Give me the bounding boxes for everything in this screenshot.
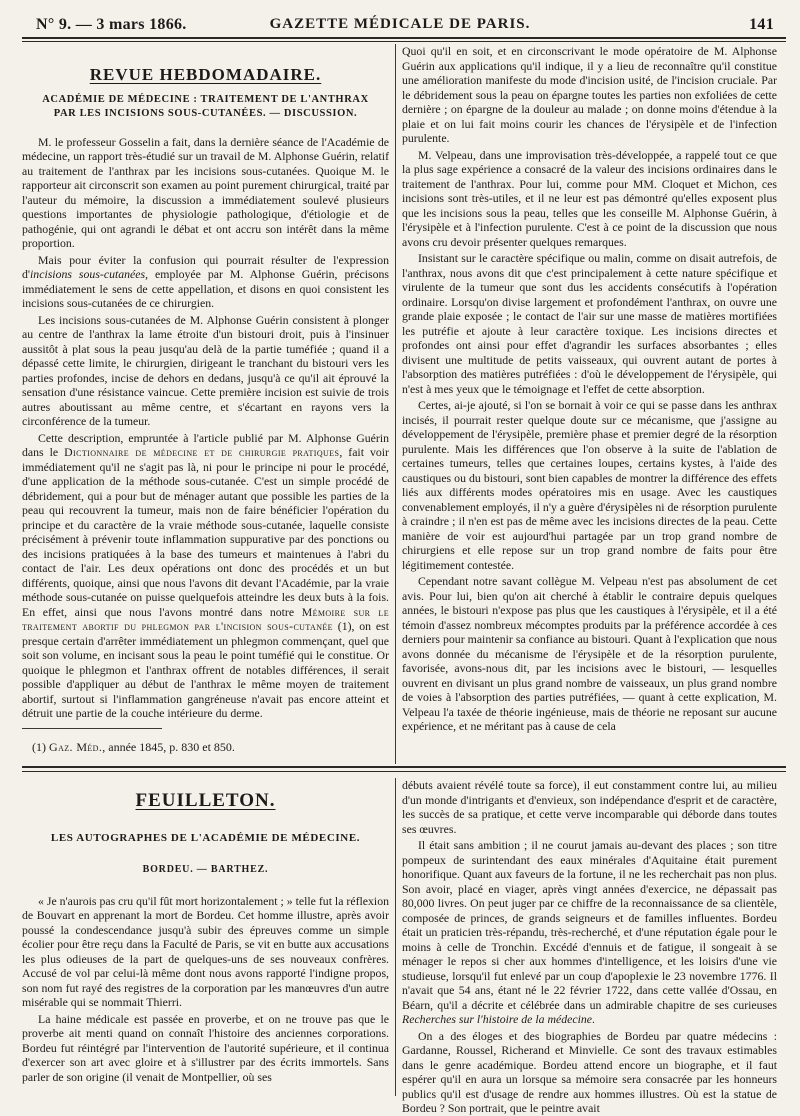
feuilleton-column — [22, 778, 389, 1093]
revue-column — [22, 48, 389, 723]
feuilleton-subtitle: LES AUTOGRAPHES DE L'ACADÉMIE DE MÉDECINE. — [50, 831, 361, 844]
footnote: (1) Gaz. Méd., année 1845, p. 830 et 850. — [32, 740, 235, 754]
feuilleton-column-continued — [402, 778, 777, 1115]
revue-column-continued — [402, 44, 777, 764]
paragraph: Mais pour éviter la confusion qui pourrait résulter de l'expression d'incisions sous-cutanées, employée par M. Alphonse Guérin, précisons immédiatement le sens de cette appellation, et disons en quoi consistent les incisions sous-cutanées de ce chirurgien. — [22, 252, 389, 310]
page-number: 141 — [749, 16, 774, 33]
paragraph: Cependant notre savant collègue M. Velpeau n'est pas absolument de cet avis. Pour lui, bien qu'on ait cherché à établir le contraire depuis quelques années, le bistouri n'expose pas plus que les caustiques à l'érysipèle, et il a été témoin d'assez nombreux mécomptes produits par la préférence accordée à ces derniers pour maintenir sa confiance au bistouri. Quant à l'explication que nous avons donnée du mécanisme de l'érysipèle et de la résorption purulente, favorisée, avons-nous dit, par les incisions avec le bistouri, — lesquelles ouvrent en divisant un plus grand nombre de vaisseaux, un plus grand nombre de voies à l'absorption des parties putréfiées, — quant à cette explication, M. Velpeau l'a taxée de théorie ingénieuse, mais de théorie ne reposant sur aucune expérience, et ne méritant pas à cause de cela — [402, 574, 777, 733]
section-subhead: ACADÉMIE DE MÉDECINE : TRAITEMENT DE L'ANTHRAX PAR LES INCISIONS SOUS-CUTANÉES. — DISCUSSION. — [42, 93, 369, 119]
paragraph: On a des éloges et des biographies de Bordeu par quatre médecins : Gardanne, Roussel, Richerand et Minvielle. Ce sont des travaux estimables dans le genre académique. Bordeu attend encore un biographe, et il faut espérer qu'il en aura un lorsque sa mémoire sera consacrée par les honneurs publics qu'il est d'usage de rendre aux hommes illustres. Où est la statue de Bordeu ? Son portrait, que le peintre avait — [402, 1028, 777, 1115]
feuilleton-title: FEUILLETON. — [135, 790, 276, 811]
paragraph: La haine médicale est passée en proverbe, et on ne trouve pas que le proverbe ait menti quand on connaît l'histoire des anciennes corporations. Bordeu fut réintégré par l'intervention de l'autorité supérieure, et il continua d'exercer son art avec gloire et à s'illustrer par des écrits immortels. Sans parler de son origine (il venait de Montpellier, où ses — [22, 1011, 389, 1084]
feuilleton-subtitle-names: BORDEU. — BARTHEZ. — [142, 864, 269, 875]
header-rule — [22, 37, 786, 39]
paragraph: Cette description, empruntée à l'article publié par M. Alphonse Guérin dans le Dictionnaire de médecine et de chirurgie pratiques, fait voir immédiatement qu'il ne s'agit pas là, ni pour le principe ni pour le procédé, d'une application de la méthode sous-cutanée. C'est un simple procédé de débridement, qui a pour but de ménager autant que possible les parties de la peau qui recouvrent la tumeur, mais non de faire bénéficier l'opération du principe et du caractère de la vraie méthode sous-cutanée, laquelle consiste précisément à prévenir toute inflammation suppurative par des ponctions ou des incisions pratiquées à la base des tumeurs et maintenues à l'abri du contact de l'air. Les deux opérations ont donc des procédés et un but différents, quoique, ainsi que nous l'avons dit devant l'Académie, par la vraie méthode sous-cutanée on puisse quelquefois atteindre les deux buts à la fois. En effet, ainsi que nous l'avons montré dans notre Mémoire sur le traitement abortif du phlegmon par l'incision sous-cutanée (1), on est presque certain d'arrêter immédiatement un phlegmon commençant, quel que soit son volume, en incisant sous la peau le point tuméfié qui le constitue. Or quoique le phlegmon et l'anthrax offrent de notables différences, il serait possible d'appliquer au début de l'anthrax le même moyen de traitement abortif, surtout si l'inflammation gangréneuse n'avait pas encore atteint et détruit une partie de la couche intérieure du derme. — [22, 430, 389, 720]
paragraph: M. Velpeau, dans une improvisation très-développée, a rappelé tout ce que la plus sage expérience a consacré de la valeur des incisions ordinaires dans le traitement de l'anthrax. Pour lui, comme pour MM. Cloquet et Michon, ces incisions sont très-utiles, et il ne leur est pas démontré qu'elles exposent plus que les incisions sous la peau, telles que les conseille M. Alphonse Guérin, à l'érysipèle et à l'infection purulente. C'est à ce point de la discussion que nous avons cru devoir présenter quelques remarques. — [402, 147, 777, 249]
column-divider — [395, 44, 396, 764]
issue-date: N° 9. — 3 mars 1866. — [36, 16, 187, 33]
feuilleton-rule — [22, 766, 786, 768]
paragraph: Insistant sur le caractère spécifique ou malin, comme on disait autrefois, de l'anthrax, nous avons dit que c'est principalement à cette nature spécifique et virulente de la tumeur que sont dus les accidents consécutifs à l'opération ordinaire. Lorsqu'on divise largement et profondément l'anthrax, on ouvre une grande plaie exposée ; le contact de l'air sur une masse de matières mortifiées les putréfie et ajoute à leur caractère toxique. Les incisions directes et profondes ont ainsi pour effet d'agrandir les surfaces absorbantes ; elles divisent une multitude de petits vaisseaux, qui ouvrent autant de portes à l'absorption des matières putréfiées : d'où le développement de l'érysipèle, qui n'est à mes yeux que le témoignage et l'effet de cette absorption. — [402, 251, 777, 396]
journal-title: GAZETTE MÉDICALE DE PARIS. — [269, 16, 531, 32]
section-title: REVUE HEBDOMADAIRE. — [89, 65, 322, 84]
paragraph: Certes, ai-je ajouté, si l'on se bornait à voir ce qui se passe dans les anthrax incisés, il pourrait rester quelque doute sur ce mécanisme, que j'assigne au développement de l'érysipèle, première phase et premier degré de la résorption purulente. Mais les différences que l'on observe à la suite de l'ablation de certaines tumeurs, telles que certaines loupes, certains kystes, à l'aide des caustiques ou du bistouri, sont bien capables de montrer la différence des effets liés aux différents modes opératoires mis en usage. Avec les caustiques convenablement employés, il n'y a guère d'érysipèles ni de résorption purulente à craindre ; il n'en est pas de même avec les incisions directes de la peau. Cette manière de voir est aujourd'hui partagée par un trop grand nombre de chirurgiens et elle repose sur un trop grand nombre de faits pour être légitimement contestée. — [402, 398, 777, 572]
small-caps-title: Mémoire sur le traitement abortif du phlegmon par l'incision sous-cutanée — [22, 604, 389, 633]
emphasis: Recherches sur l'histoire de la médecine — [402, 1012, 593, 1026]
paragraph: « Je n'aurois pas cru qu'il fût mort horizontalement ; » telle fut la réflexion de Bouvart en apprenant la mort de Bordeu. Cet homme illustre, après avoir poussé la condescendance jusqu'à subir des épreuves comme un simple écolier pour être reçu dans la Faculté de Paris, se vit en butte aux accusations les plus odieuses de la part de quelques-uns de ses nouveaux confrères. Accusé de vol par celui-là même dont nous avons rapporté l'indigne propos, son nom fut rayé des registres de la corporation par les manœuvres d'un autre misérable qui se nommait Thierri. — [22, 893, 389, 1009]
small-caps-title: Dictionnaire de médecine et de chirurgie pratiques — [64, 445, 340, 459]
paragraph: Il était sans ambition ; il ne courut jamais au-devant des places ; son titre pompeux de surintendant des eaux minérales d'Aquitaine était purement honorifique. Quant aux faveurs de la fortune, il ne les recherchait pas non plus. Son avoir, placé en viager, après vingt années d'exercice, ne dépassait pas 80,000 livres. On peut juger par ce chiffre de la reconnaissance de sa clientèle, composée de princes, de grands seigneurs et de familles influentes. Bordeu était un praticien très-répandu, très-recherché, et d'une réputation égale pour le moins à celle de Tronchin. Excédé d'ennuis et de fatigue, il songeait à se ménager le repos si cher aux hommes d'intelligence, et les loisirs d'une vie studieuse, lorsqu'il fut enlevé par un coup d'apoplexie le 23 novembre 1776. Il n'avait que 54 ans, étant né le 22 février 1722, dans cette vallée d'Ossau, en Béarn, qu'il a décrite et célébrée dans un admirable chapitre de ses curieuses Recherches sur l'histoire de la médecine. — [402, 838, 777, 1026]
header-rule-thin — [22, 41, 786, 42]
column-divider — [395, 778, 396, 1096]
footnote-rule — [22, 728, 162, 729]
paragraph: M. le professeur Gosselin a fait, dans la dernière séance de l'Académie de médecine, un rapport très-étudié sur un travail de M. Alphonse Guérin, relatif au traitement de l'anthrax par les incisions sous-cutanées. Quoique M. le rapporteur ait circonscrit son examen au point purement chirurgical, traité par l'auteur du mémoire, la discussion a immédiatement soulevé plusieurs questions importantes de physiologie pathologique, d'étiologie et de pathogénie, qui ont agrandi le débat et ont accru son intérêt dans la même proportion. — [22, 134, 389, 250]
paragraph: Les incisions sous-cutanées de M. Alphonse Guérin consistent à plonger au centre de l'anthrax la lame étroite d'un bistouri droit, puis à l'insinuer aussitôt à plat sous la peau jusqu'au delà de la partie tuméfiée ; quand il a dépassé cette limite, le chirurgien, dirigeant le tranchant du bistouri vers les parties profondes, incise de dehors en dedans, jusqu'à ce qu'il ait éprouvé la sensation d'une résistance vaincue. Cette première incision est suivie de trois autres aboutissant au même centre, et s'écartant en rayons vers la circonférence de la tumeur. — [22, 312, 389, 428]
paragraph: Quoi qu'il en soit, et en circonscrivant le mode opératoire de M. Alphonse Guérin aux applications qu'il indique, il y a lieu de reconnaître qu'il constitue une amélioration manifeste du mode d'incision usité, de l'incision cruciale. Par le débridement sous la peau on épargne toutes les parties non exfoliées de cette dernière ; on épargne de la douleur au malade ; on donne moins d'étendue à la plaie et on lui fait moins courir les chances de l'érysipèle et de l'infection purulente. — [402, 44, 777, 145]
feuilleton-rule-thin — [22, 771, 786, 772]
emphasis: incisions sous-cutanées — [30, 267, 146, 281]
page-header — [22, 14, 778, 36]
paragraph: débuts avaient révélé toute sa force), il eut constamment contre lui, au milieu d'un monde d'intrigants et d'envieux, son indépendance d'esprit et de caractère, les succès de sa pratique, et cette verve incomparable qui déborde dans toutes ses œuvres. — [402, 778, 777, 836]
